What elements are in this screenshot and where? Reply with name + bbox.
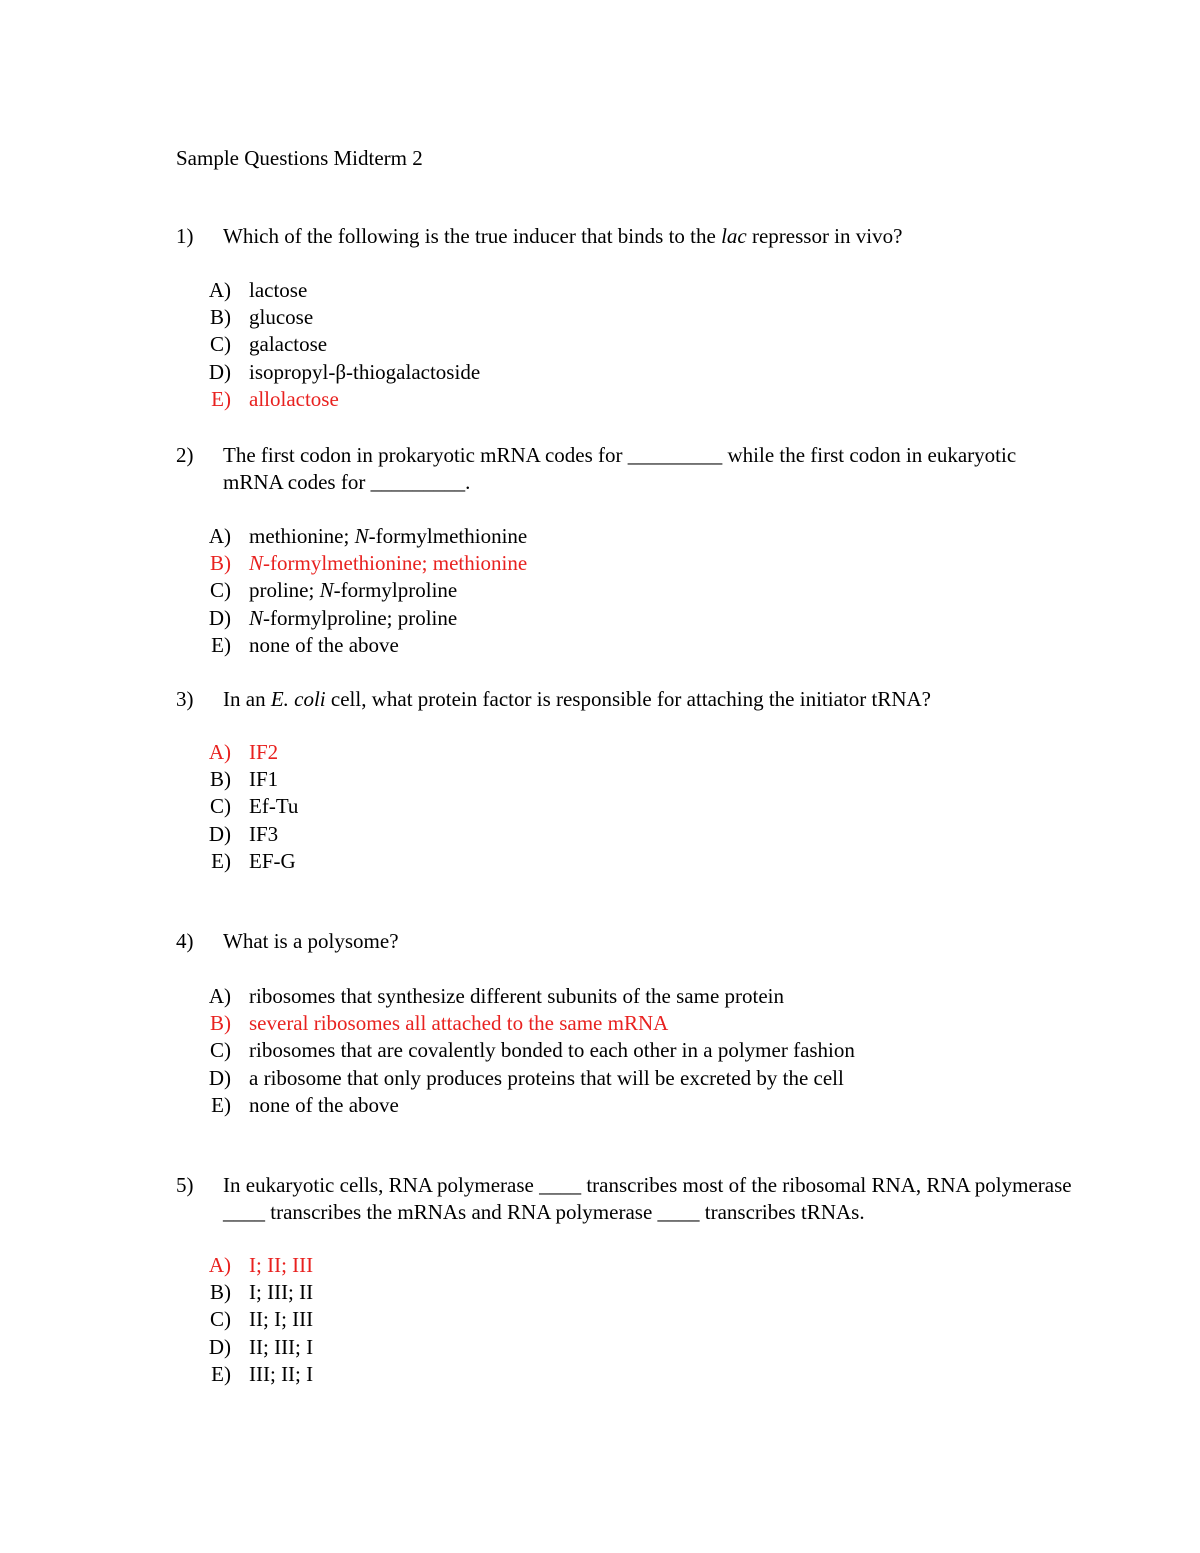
question-stem: Which of the following is the true inducer that binds to the lac repressor in vivo? <box>223 224 903 248</box>
question-number: 3) <box>176 687 194 711</box>
question-number: 4) <box>176 929 194 953</box>
question-3 <box>176 686 1076 713</box>
question-5 <box>176 1172 1076 1226</box>
question-2 <box>176 442 1076 496</box>
question-number: 2) <box>176 443 194 467</box>
question-4 <box>176 928 1076 955</box>
question-number: 5) <box>176 1173 194 1197</box>
question-stem: In an E. coli cell, what protein factor is responsible for attaching the initiator tRNA? <box>223 687 931 711</box>
question-stem: What is a polysome? <box>223 929 399 953</box>
question-1 <box>176 223 1076 250</box>
question-number: 1) <box>176 224 194 248</box>
page-title: Sample Questions Midterm 2 <box>176 146 423 170</box>
question-stem: In eukaryotic cells, RNA polymerase ____ transcribes most of the ribosomal RNA, RNA polymerase ____ transcribes the mRNAs and RNA polymerase ____ transcribes tRNAs. <box>223 1173 1072 1224</box>
question-stem: The first codon in prokaryotic mRNA codes for _________ while the first codon in eukaryotic mRNA codes for _________. <box>223 443 1017 494</box>
